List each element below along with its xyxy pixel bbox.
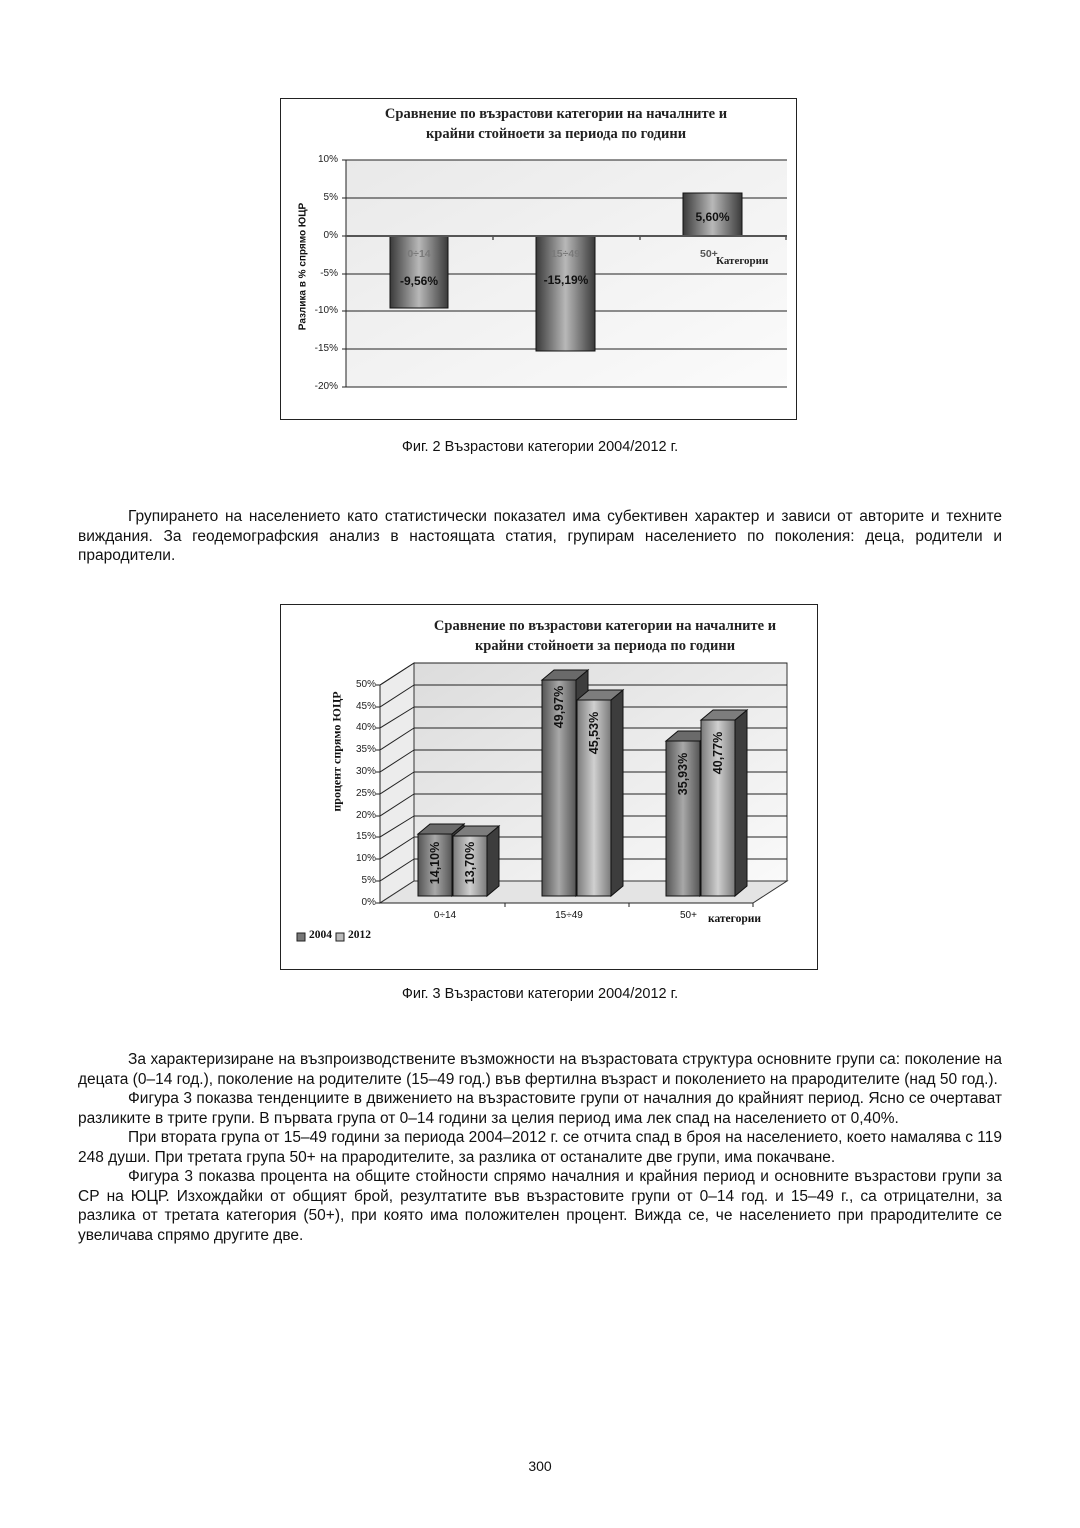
fig2-category-label: 50+ <box>700 248 718 260</box>
fig2-value-label: -9,56% <box>399 274 439 288</box>
fig3-ytick: 25% <box>355 788 376 799</box>
fig3-ytick: 45% <box>355 701 376 712</box>
page-number: 300 <box>528 1458 552 1474</box>
fig2-value-label: -15,19% <box>543 273 589 287</box>
paragraph-text: Фигура 3 показва тенденциите в движението на възрастовите групи от началния до крайният период. Ясно се очертават разликите в трите групи. В първата група от 0–14 години за целия период има лек спад на населението от 0,40%. <box>78 1090 1002 1127</box>
fig3-ytick: 50% <box>355 679 376 690</box>
figure-2-title-line2: крайни стойноети за периода по години <box>425 126 687 142</box>
fig2-ytick: 5% <box>323 192 338 203</box>
fig3-ytick: 0% <box>361 897 376 908</box>
fig2-category-label: 0÷14 <box>407 248 431 260</box>
fig3-value-label-2012: 45,53% <box>587 711 601 755</box>
figure-3-title-line1: Сравнение по възрастови категории на началните и <box>433 618 777 634</box>
legend-swatch-2012 <box>336 933 344 941</box>
fig3-ytick: 40% <box>355 722 376 733</box>
paragraph-grouping <box>78 507 1002 566</box>
figure-2-title-line1: Сравнение по възрастови категории на началните и <box>384 106 728 122</box>
fig3-value-label-2004: 14,10% <box>428 841 442 885</box>
figure-2-caption: Фиг. 2 Възрастови категории 2004/2012 г. <box>401 439 679 455</box>
fig3-category-label: 50+ <box>680 910 697 921</box>
fig2-xlabel: Категории <box>716 255 769 267</box>
legend-label-2004: 2004 <box>309 929 332 941</box>
fig2-ylabel: Разлика в % спрямо ЮЦР <box>297 202 309 331</box>
fig3-ytick: 30% <box>355 766 376 777</box>
fig3-value-label-2012: 40,77% <box>711 731 725 775</box>
fig3-ytick: 5% <box>361 875 376 886</box>
fig3-category-label: 15÷49 <box>555 910 583 921</box>
fig3-ytick: 35% <box>355 744 376 755</box>
body-text <box>78 1050 1002 1245</box>
fig3-xlabel: категории <box>708 913 761 925</box>
figure-3-caption: Фиг. 3 Възрастови категории 2004/2012 г. <box>401 986 679 1002</box>
fig2-ytick: -10% <box>314 305 338 316</box>
fig3-ytick: 20% <box>355 810 376 821</box>
fig2-ytick: -5% <box>320 268 338 279</box>
legend-label-2012: 2012 <box>348 929 371 941</box>
fig2-ytick: 0% <box>323 230 338 241</box>
paragraph-text: За характеризиране на възпроизводствените възможности на възрастовата структура основните групи са: поколение на децата (0–14 год.), поколение на родителите (15–49 год.) във фертилна възраст и поколението на прародителите (над 50 год.). <box>78 1051 1002 1088</box>
bar-0-14 <box>390 236 448 308</box>
legend-swatch-2004 <box>297 933 305 941</box>
paragraph-text: Фигура 3 показва процента на общите стойности спрямо началния и крайния период и основните възрастови групи за СР на ЮЦР. Изхождайки от общият брой, резултатите във възрастовите групи от 0–14 год. и 15–49 г., са отрицателни, за разлика от третата категория (50+), при която има положителен процент. Вижда се, че населението при прародителите се увеличава спрямо другите две. <box>78 1168 1002 1244</box>
fig2-ytick: -15% <box>314 343 338 354</box>
paragraph-text: При втората група от 15–49 години за периода 2004–2012 г. се отчита спад в броя на населението, което намалява с 119 248 души. При третата група 50+ на прародителите, за разлика от останалите две групи, има покачване. <box>78 1129 1002 1166</box>
figure-3-title-line2: крайни стойноети за периода по години <box>474 638 736 654</box>
fig2-value-label: 5,60% <box>695 210 730 224</box>
fig3-ylabel: процент спрямо ЮЦР <box>329 691 344 812</box>
fig2-ytick: -20% <box>314 381 338 392</box>
fig3-ytick: 10% <box>355 853 376 864</box>
fig3-ytick: 15% <box>355 831 376 842</box>
paragraph-text: Групирането на населението като статистически показател има субективен характер и зависи от авторите и техните виждания. За геодемографския анализ в настоящата статия, групирам населението по поколения: деца, родители и прародители. <box>78 508 1002 564</box>
fig2-ytick: 10% <box>317 154 338 165</box>
fig3-value-label-2012: 13,70% <box>463 841 477 885</box>
fig3-category-label: 0÷14 <box>433 910 457 921</box>
fig2-category-label: 15÷49 <box>550 248 581 260</box>
fig3-value-label-2004: 49,97% <box>552 685 566 729</box>
fig3-value-label-2004: 35,93% <box>676 752 690 796</box>
